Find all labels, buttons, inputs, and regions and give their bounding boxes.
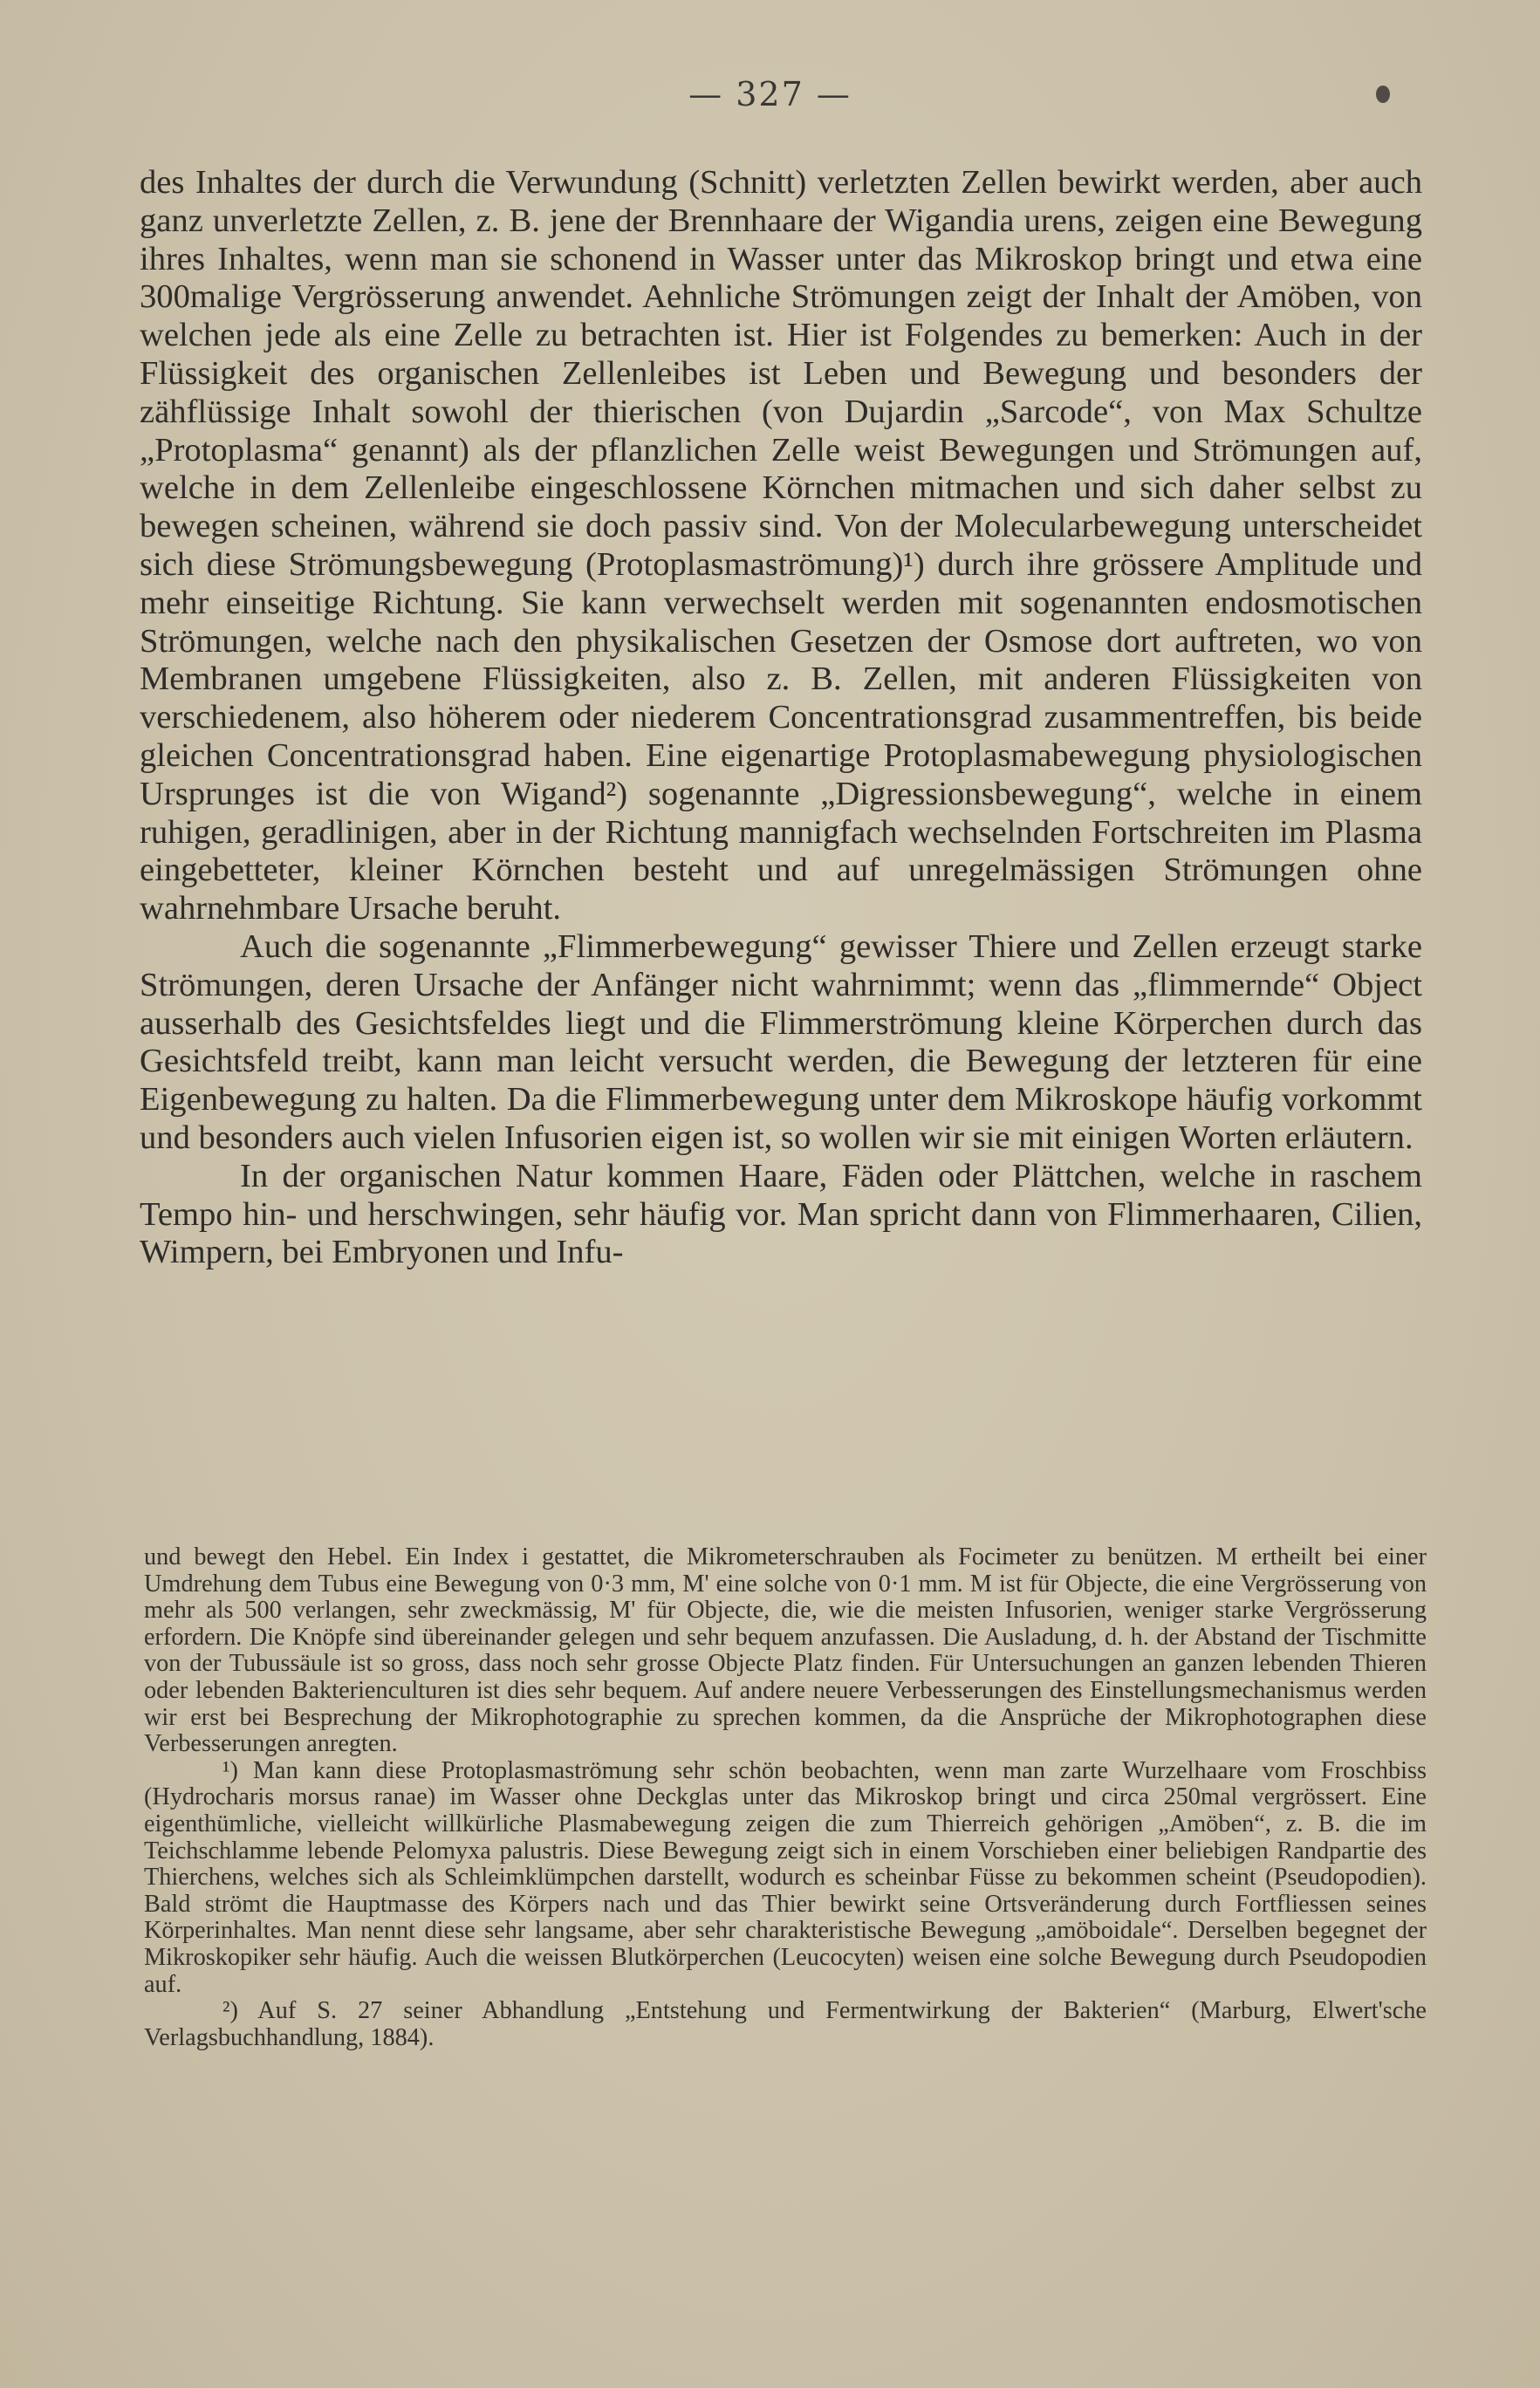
footnote-1: ¹) Man kann diese Protoplasmaströmung sehr schön beobachten, wenn man zarte Wurzelhaare vom Froschbiss (Hydrocharis morsus ranae) im Wasser ohne Deckglas unter das Mikroskop bringt und circa 250mal vergrössert. Eine eigenthümliche, vielleicht willkürliche Plasmabewegung zeigen die zum Thierreich gehörigen „Amöben“, z. B. die im Teichschlamme lebende Pelomyxa palustris. Diese Bewegung zeigt sich in einem Vorschieben einer beliebigen Randpartie des Thierchens, welches sich als Schleimklümpchen darstellt, wodurch es scheinbar Füsse zu bekommen scheint (Pseudopodien). Bald strömt die Hauptmasse des Körpers nach und das Thier bewirkt seine Ortsveränderung durch Fortfliessen seines Körperinhaltes. Man nennt diese sehr langsame, aber sehr charakteristische Bewegung „amöboidale“. Derselben begegnet der Mikroskopiker sehr häufig. Auch die weissen Blutkörperchen (Leucocyten) weisen eine solche Bewegung durch Pseudopodien auf. [144,1756,1427,1998]
footnote-continued: und bewegt den Hebel. Ein Index i gestattet, die Mikrometerschrauben als Focimeter zu benützen. M ertheilt bei einer Umdrehung dem Tubus eine Bewegung von 0·3 mm, M' eine solche von 0·1 mm. M ist für Objecte, die eine Vergrösserung von mehr als 500 verlangen, sehr zweckmässig, M' für Objecte, die, wie die meisten Infusorien, weniger starke Vergrösserung erfordern. Die Knöpfe sind übereinander gelegen und sehr bequem anzufassen. Die Ausladung, d. h. der Abstand der Tischmitte von der Tubussäule ist so gross, dass noch sehr grosse Objecte Platz finden. Für Untersuchungen an ganzen lebenden Thieren oder lebenden Bakterienculturen ist dies sehr bequem. Auf andere neuere Verbesserungen des Einstellungsmechanismus werden wir erst bei Besprechung der Mikrophotographie zu sprechen kommen, da die Ansprüche der Mikrophotographen diese Verbesserungen anregten. [144,1543,1427,1758]
paragraph: Auch die sogenannte „Flimmerbewegung“ gewisser Thiere und Zellen erzeugt starke Strömungen, deren Ursache der Anfänger nicht wahrnimmt; wenn das „flimmernde“ Object ausserhalb des Gesichtsfeldes liegt und die Flimmerströmung kleine Körperchen durch das Gesichtsfeld treibt, kann man leicht versucht werden, die Bewegung der letzteren für eine Eigenbewegung zu halten. Da die Flimmerbewegung unter dem Mikroskope häufig vorkommt und besonders auch vielen Infusorien eigen ist, so wollen wir sie mit einigen Worten erläutern. [140,927,1422,1156]
paragraph: In der organischen Natur kommen Haare, Fäden oder Plättchen, welche in raschem Tempo hin- und herschwingen, sehr häufig vor. Man spricht dann von Flimmerhaaren, Cilien, Wimpern, bei Embryonen und Infu- [140,1157,1422,1271]
main-text [140,164,1422,1272]
footnotes [144,1544,1427,2051]
footnote-2: ²) Auf S. 27 seiner Abhandlung „Entstehung und Fermentwirkung der Bakterien“ (Marburg, Elwert'sche Verlagsbuchhandlung, 1884). [144,1997,1427,2051]
ink-spot [1376,86,1390,103]
paragraph: des Inhaltes der durch die Verwundung (Schnitt) verletzten Zellen bewirkt werden, aber auch ganz unverletzte Zellen, z. B. jene der Brennhaare der Wigandia urens, zeigen eine Bewegung ihres Inhaltes, wenn man sie schonend in Wasser unter das Mikroskop bringt und etwa eine 300malige Vergrösserung anwendet. Aehnliche Strömungen zeigt der Inhalt der Amöben, von welchen jede als eine Zelle zu betrachten ist. Hier ist Folgendes zu bemerken: Auch in der Flüssigkeit des organischen Zellenleibes ist Leben und Bewegung und besonders der zähflüssige Inhalt sowohl der thierischen (von Dujardin „Sarcode“, von Max Schultze „Protoplasma“ genannt) als der pflanzlichen Zelle weist Bewegungen und Strömungen auf, welche in dem Zellenleibe eingeschlossene Körnchen mitmachen und sich daher selbst zu bewegen scheinen, während sie doch passiv sind. Von der Molecularbewegung unterscheidet sich diese Strömungsbewegung (Protoplasmaströmung)¹) durch ihre grössere Amplitude und mehr einseitige Richtung. Sie kann verwechselt werden mit sogenannten endosmotischen Strömungen, welche nach den physikalischen Gesetzen der Osmose dort auftreten, wo von Membranen umgebene Flüssigkeiten, also z. B. Zellen, mit anderen Flüssigkeiten von verschiedenem, also höherem oder niederem Concentrationsgrad zusammentreffen, bis beide gleichen Concentrationsgrad haben. Eine eigenartige Protoplasmabewegung physiologischen Ursprunges ist die von Wigand²) sogenannte „Digressionsbewegung“, welche in einem ruhigen, geradlinigen, aber in der Richtung mannigfach wechselnden Fortschreiten im Plasma eingebetteter, kleiner Körnchen besteht und auf unregelmässigen Strömungen ohne wahrnehmbare Ursache beruht. [140,164,1422,927]
page-number: — 327 — [688,75,852,113]
